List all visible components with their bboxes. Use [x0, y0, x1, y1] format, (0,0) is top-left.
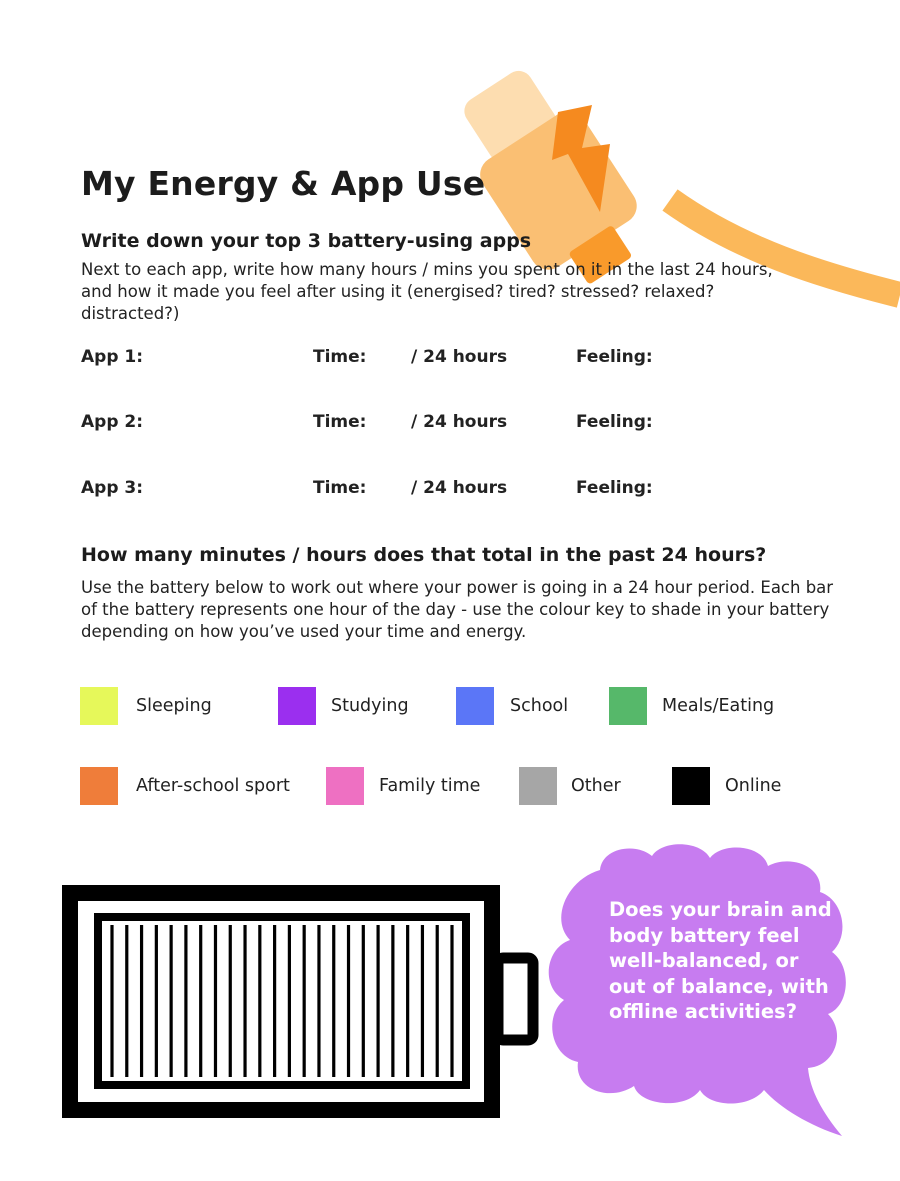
battery-hour-bar[interactable] — [450, 925, 453, 1077]
battery-hour-bar[interactable] — [362, 925, 365, 1077]
key-swatch — [519, 767, 557, 805]
battery-hour-bar[interactable] — [391, 925, 394, 1077]
battery-hour-bar[interactable] — [184, 925, 187, 1077]
key-label: Meals/Eating — [662, 696, 775, 716]
battery-hour-bar[interactable] — [421, 925, 424, 1077]
battery-icon — [62, 885, 542, 1120]
speech-bubble-text: Does your brain and body battery feel well-balanced, or out of balance, with offline activities? — [609, 898, 832, 1023]
time-label: Time: — [313, 478, 367, 498]
app-row — [0, 347, 900, 371]
app-row — [0, 412, 900, 436]
section-instructions-battery: Use the battery below to work out where your power is going in a 24 hour period. Each bar of the battery represents one hour of the day - use the colour key to shade in your battery depending on how you’ve used your time and energy. — [81, 578, 834, 641]
key-label: Family time — [379, 776, 481, 796]
battery-hour-bar[interactable] — [125, 925, 128, 1077]
battery-hour-bar[interactable] — [436, 925, 439, 1077]
battery-hour-bar[interactable] — [406, 925, 409, 1077]
key-swatch — [80, 687, 118, 725]
battery-hour-bar[interactable] — [155, 925, 158, 1077]
time-label: Time: — [313, 412, 367, 432]
battery-hour-bar[interactable] — [214, 925, 217, 1077]
battery-hour-bar[interactable] — [229, 925, 232, 1077]
battery-bars — [110, 925, 453, 1077]
feeling-label: Feeling: — [576, 347, 653, 367]
key-label: Studying — [331, 696, 409, 716]
app-label: App 3: — [81, 478, 144, 498]
key-label: After-school sport — [136, 776, 290, 796]
battery-hour-bar[interactable] — [110, 925, 113, 1077]
battery-hour-bar[interactable] — [303, 925, 306, 1077]
key-swatch — [672, 767, 710, 805]
battery-hour-bar[interactable] — [317, 925, 320, 1077]
battery-casing — [70, 893, 492, 1110]
app-label: App 2: — [81, 412, 144, 432]
key-label: School — [510, 696, 569, 716]
key-label: Online — [725, 776, 782, 796]
battery-hour-bar[interactable] — [347, 925, 350, 1077]
battery-hour-bar[interactable] — [376, 925, 379, 1077]
battery-hour-bar[interactable] — [243, 925, 246, 1077]
battery-hour-bar[interactable] — [273, 925, 276, 1077]
section-instructions-apps: Next to each app, write how many hours / mins you spent on it in the last 24 hours, and how it made you feel after using it (energised? tired? stressed? relaxed? distracted?) — [81, 260, 773, 323]
key-label: Other — [571, 776, 621, 796]
feeling-label: Feeling: — [576, 412, 653, 432]
battery-hour-bar[interactable] — [288, 925, 291, 1077]
battery-hour-bar[interactable] — [170, 925, 173, 1077]
feeling-label: Feeling: — [576, 478, 653, 498]
app-row — [0, 478, 900, 502]
battery-hour-bar[interactable] — [140, 925, 143, 1077]
battery-hour-bar[interactable] — [258, 925, 261, 1077]
key-swatch — [80, 767, 118, 805]
key-swatch — [326, 767, 364, 805]
section-heading-apps: Write down your top 3 battery-using apps — [81, 230, 532, 252]
time-label: Time: — [313, 347, 367, 367]
battery-inner-frame — [98, 917, 466, 1085]
section-heading-total: How many minutes / hours does that total in the past 24 hours? — [81, 544, 767, 566]
page-title: My Energy & App Use — [81, 164, 486, 203]
key-swatch — [456, 687, 494, 725]
battery-hour-bar[interactable] — [199, 925, 202, 1077]
battery-hour-bar[interactable] — [332, 925, 335, 1077]
hours-total-label: / 24 hours — [411, 347, 508, 367]
hours-total-label: / 24 hours — [411, 412, 508, 432]
key-swatch — [278, 687, 316, 725]
key-label: Sleeping — [136, 696, 212, 716]
hours-total-label: / 24 hours — [411, 478, 508, 498]
app-label: App 1: — [81, 347, 144, 367]
battery-terminal — [498, 958, 533, 1040]
key-swatch — [609, 687, 647, 725]
